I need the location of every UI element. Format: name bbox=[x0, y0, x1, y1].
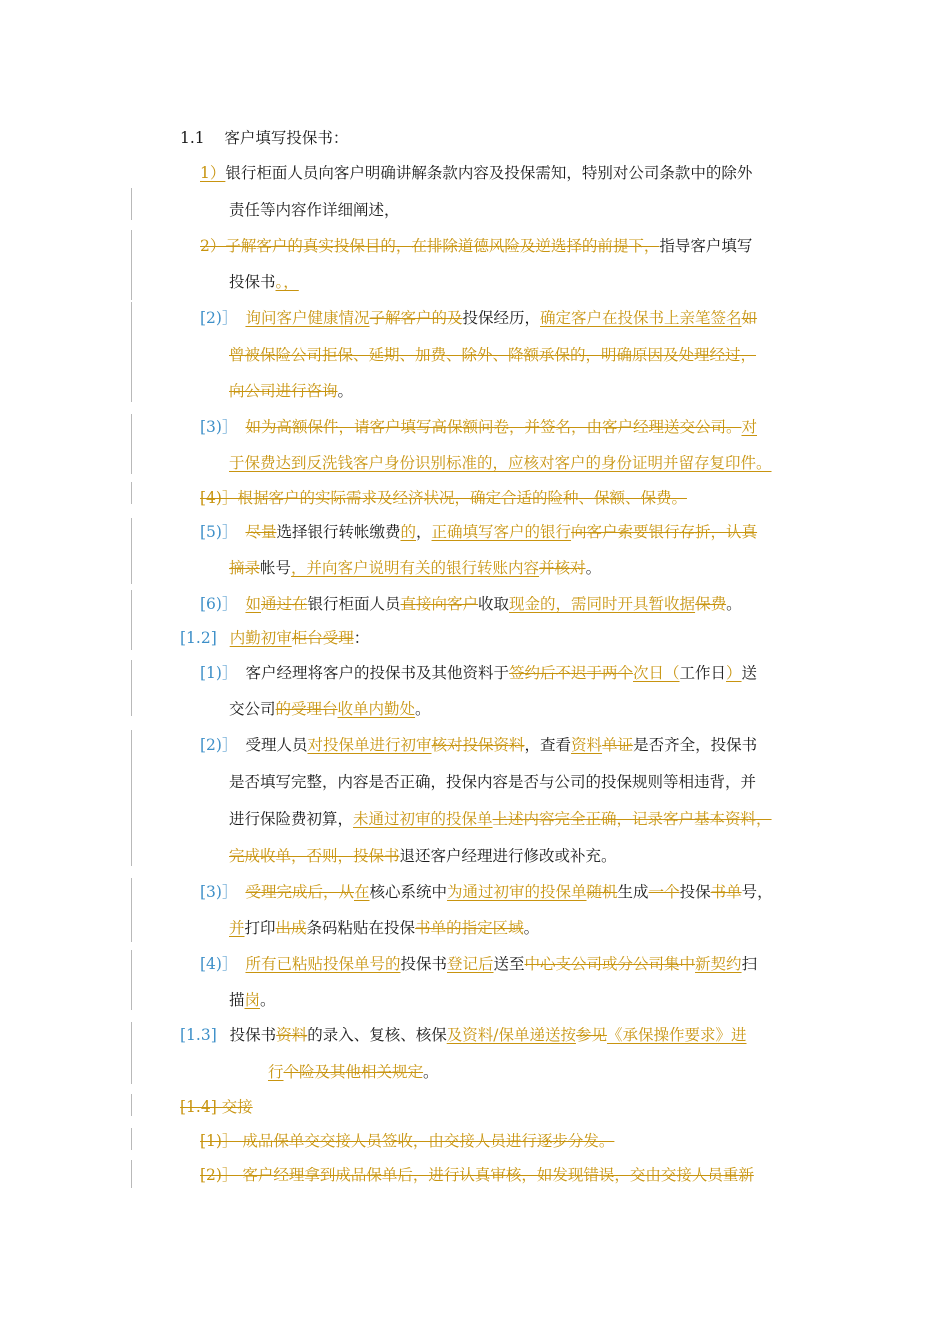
inserted-text: 现金的，需同时开具暂收据 bbox=[509, 595, 696, 613]
deleted-text: 尽量 bbox=[245, 523, 277, 541]
para-line bbox=[200, 594, 742, 614]
deleted-text: 如为高额保件，请客户填写高保额问卷，并签名，由客户经理送交公司。 bbox=[245, 418, 742, 436]
text-run: 核心系统中 bbox=[369, 883, 448, 901]
inserted-text: 的 bbox=[400, 523, 417, 541]
deleted-text: 参见 bbox=[575, 1026, 607, 1044]
list-marker: [5)］ bbox=[200, 523, 238, 541]
deleted-text: [2)］ 客户经理拿到成品保单后，进行认真审核，如发现错误，交由交接人员重新 bbox=[200, 1166, 754, 1184]
text-run: 是否齐全，投保书 bbox=[633, 736, 758, 754]
deleted-text: 子解客户的及 bbox=[369, 309, 463, 327]
deleted-text: 中心支公司或分公司集中 bbox=[524, 955, 696, 973]
text-run: 是否填写完整，内容是否正确，投保内容是否与公司的投保规则等相违背，并 bbox=[229, 773, 757, 791]
deleted-text: 直接向客户 bbox=[400, 595, 479, 613]
text-run: 责任等内容作详细阐述， bbox=[229, 201, 400, 219]
text-run: 扫 bbox=[741, 955, 758, 973]
text-run: 银行柜面人员向客户明确讲解条款内容及投保需知，特别对公司条款中的除外 bbox=[225, 164, 753, 182]
deleted-text: 通过在 bbox=[260, 595, 308, 613]
para-line bbox=[200, 1165, 754, 1185]
text-run: 银行柜面人员 bbox=[307, 595, 401, 613]
list-marker: [4)］ bbox=[200, 955, 238, 973]
inserted-text: 收单内勤处 bbox=[337, 700, 416, 718]
inserted-text: 新契约 bbox=[695, 955, 742, 973]
inserted-text: 登记后 bbox=[447, 955, 494, 973]
text-run: 。 bbox=[423, 1063, 439, 1081]
text-run: 退还客户经理进行修改或补充。 bbox=[399, 847, 617, 865]
deleted-text: 保费 bbox=[695, 595, 727, 613]
change-bar bbox=[131, 518, 132, 584]
deleted-text: 完成收单，否则，投保书 bbox=[229, 847, 400, 865]
inserted-text: 资料 bbox=[571, 736, 603, 754]
text-run: ： bbox=[353, 629, 370, 647]
inserted-text: 次日（ bbox=[633, 664, 680, 682]
deleted-text: [1)］ 成品保单交交接人员签收，由交接人员进行逐步分发。 bbox=[200, 1132, 615, 1150]
change-bar bbox=[131, 302, 132, 402]
change-bar bbox=[131, 1160, 132, 1188]
deleted-text: 并核对 bbox=[539, 559, 586, 577]
change-bar bbox=[131, 660, 132, 716]
para-line bbox=[229, 200, 400, 220]
text-run: 。 bbox=[337, 382, 354, 400]
text-run: 投保书 bbox=[400, 955, 447, 973]
para-line bbox=[229, 918, 539, 938]
text-run: 投保书 bbox=[229, 273, 276, 291]
section-title: 客户填写投保书： bbox=[224, 129, 349, 147]
deleted-text: 单证 bbox=[602, 736, 634, 754]
inserted-text: 并 bbox=[229, 919, 245, 937]
deleted-text: 如 bbox=[741, 309, 758, 327]
deleted-text: 的受理台 bbox=[275, 700, 338, 718]
deleted-text: 出成 bbox=[275, 919, 307, 937]
deleted-text: 签约后不迟于两个 bbox=[508, 664, 633, 682]
change-bar bbox=[131, 482, 132, 504]
inserted-text: 所有已粘贴投保单号的 bbox=[245, 955, 401, 973]
deleted-text: 向客户索要银行存折，认真 bbox=[571, 523, 758, 541]
para-line bbox=[229, 809, 772, 829]
para-line bbox=[229, 381, 353, 401]
inserted-text: 在 bbox=[353, 883, 370, 901]
para-line bbox=[229, 846, 617, 866]
list-marker: [2)］ bbox=[200, 309, 238, 327]
deleted-text: 受理完成后，从 bbox=[245, 883, 354, 901]
inserted-text: 对 bbox=[741, 418, 757, 436]
text-run: 工作日 bbox=[679, 664, 727, 682]
deleted-text: 随机 bbox=[586, 883, 618, 901]
inserted-text: 于保费达到反洗钱客户身份识别标准的，应核对客户的身份证明并留存复印件。 bbox=[229, 454, 772, 472]
para-line bbox=[200, 488, 687, 508]
inserted-text: 内勤初审 bbox=[229, 629, 292, 647]
deleted-text: 上述内容完全正确，记录客户基本资料， bbox=[492, 810, 772, 828]
para-line bbox=[200, 522, 757, 542]
inserted-text: 及资料/保单递送按 bbox=[446, 1026, 576, 1044]
text-run: 交公司 bbox=[229, 700, 276, 718]
list-marker: [1.2] bbox=[180, 629, 217, 647]
deleted-text: [4)］根据客户的实际需求及经济状况，确定合适的险种、保额、保费。 bbox=[200, 489, 687, 507]
text-run: 。 bbox=[523, 919, 540, 937]
inserted-text: ，并向客户说明有关的银行转账内容 bbox=[291, 559, 540, 577]
para-line bbox=[229, 558, 601, 578]
text-run: 条码粘贴在投保 bbox=[306, 919, 416, 937]
text-run: 指导客户填写 bbox=[659, 237, 753, 255]
change-bar bbox=[131, 1128, 132, 1150]
text-run: 描 bbox=[229, 991, 245, 1009]
deleted-text: 摘录 bbox=[229, 559, 261, 577]
text-run: 。 bbox=[585, 559, 602, 577]
deleted-text: [1.4] 交接 bbox=[180, 1098, 253, 1116]
para-line bbox=[200, 663, 757, 683]
section-number: 1.1 bbox=[180, 129, 205, 147]
text-run: ， bbox=[416, 523, 432, 541]
para-line bbox=[229, 272, 299, 292]
text-run: 。 bbox=[415, 700, 431, 718]
text-run: 投保书 bbox=[224, 1026, 277, 1044]
para-line bbox=[200, 1131, 614, 1151]
deleted-text: 资料 bbox=[276, 1026, 308, 1044]
para-line bbox=[200, 417, 757, 437]
text-run: 收取 bbox=[478, 595, 510, 613]
list-marker: [3)］ bbox=[200, 883, 238, 901]
deleted-text: 核对投保资料 bbox=[431, 736, 525, 754]
para-line bbox=[229, 453, 772, 473]
list-marker: [3)］ bbox=[200, 418, 238, 436]
para-line bbox=[200, 954, 757, 974]
text-run: 帐号 bbox=[260, 559, 292, 577]
para-line bbox=[200, 236, 752, 256]
text-run: 打印 bbox=[244, 919, 276, 937]
text-run: 投保经历， bbox=[462, 309, 541, 327]
para-line bbox=[180, 1025, 746, 1045]
para-line bbox=[200, 882, 773, 902]
inserted-text: 。， bbox=[275, 273, 299, 291]
list-marker: [1.3] bbox=[180, 1026, 217, 1044]
para-line bbox=[200, 163, 752, 183]
deleted-text: 向公司进行咨询 bbox=[229, 382, 338, 400]
text-run: 进行保险费初算， bbox=[229, 810, 354, 828]
deleted-text: 一个 bbox=[648, 883, 680, 901]
text-run: 客户经理将客户的投保书及其他资料于 bbox=[245, 664, 509, 682]
para-line bbox=[229, 699, 431, 719]
text-run: 送至 bbox=[493, 955, 525, 973]
inserted-text: 确定客户在投保书上亲笔签名 bbox=[540, 309, 742, 327]
text-run: 。 bbox=[260, 991, 276, 1009]
para-line bbox=[200, 735, 757, 755]
change-bar bbox=[131, 1022, 132, 1084]
change-bar bbox=[131, 1094, 132, 1116]
inserted-text: 《承保操作要求》进 bbox=[606, 1026, 747, 1044]
text-run: 。 bbox=[726, 595, 742, 613]
text-run: 的录入、复核、核保 bbox=[307, 1026, 447, 1044]
text-run: 受理人员 bbox=[245, 736, 308, 754]
text-run: 选择银行转帐缴费 bbox=[276, 523, 401, 541]
deleted-text: 个险及其他相关规定 bbox=[283, 1063, 424, 1081]
deleted-text: 2）子解客户的真实投保目的，在排除道德风险及逆选择的前提下， bbox=[200, 237, 660, 255]
deleted-text: 书单 bbox=[710, 883, 742, 901]
inserted-text: 未通过初审的投保单 bbox=[353, 810, 493, 828]
change-bar bbox=[131, 414, 132, 474]
list-marker: [6)］ bbox=[200, 595, 238, 613]
deleted-text: 柜台受理 bbox=[291, 629, 354, 647]
deleted-text: 曾被保险公司拒保、延期、加费、除外、降额承保的，明确原因及处理经过， bbox=[229, 346, 757, 364]
deleted-text: 书单的指定区域 bbox=[415, 919, 524, 937]
text-run: 生成 bbox=[617, 883, 649, 901]
inserted-text: 对投保单进行初审 bbox=[307, 736, 432, 754]
inserted-text: 岗 bbox=[244, 991, 261, 1009]
para-line bbox=[268, 1062, 439, 1082]
inserted-text: 行 bbox=[268, 1063, 284, 1081]
change-bar bbox=[131, 590, 132, 650]
inserted-text: 1） bbox=[200, 164, 226, 182]
para-line bbox=[180, 628, 369, 648]
text-run: 号， bbox=[741, 883, 773, 901]
para-line bbox=[229, 990, 276, 1010]
para-line bbox=[229, 772, 756, 792]
list-marker: [1)］ bbox=[200, 664, 238, 682]
para-line bbox=[229, 345, 756, 365]
inserted-text: 如 bbox=[245, 595, 261, 613]
inserted-text: ） bbox=[726, 664, 742, 682]
text-run: 送 bbox=[741, 664, 758, 682]
inserted-text: 为通过初审的投保单 bbox=[447, 883, 587, 901]
text-run: ，查看 bbox=[524, 736, 572, 754]
inserted-text: 询问客户健康情况 bbox=[245, 309, 370, 327]
para-line bbox=[200, 308, 757, 328]
section-heading bbox=[180, 128, 348, 148]
para-line bbox=[180, 1097, 253, 1117]
text-run: 投保 bbox=[679, 883, 711, 901]
change-bar bbox=[131, 188, 132, 220]
change-bar bbox=[131, 230, 132, 300]
inserted-text: 正确填写客户的银行 bbox=[431, 523, 572, 541]
list-marker: [2)］ bbox=[200, 736, 238, 754]
change-bar bbox=[131, 950, 132, 1010]
change-bar bbox=[131, 878, 132, 942]
change-bar bbox=[131, 730, 132, 866]
